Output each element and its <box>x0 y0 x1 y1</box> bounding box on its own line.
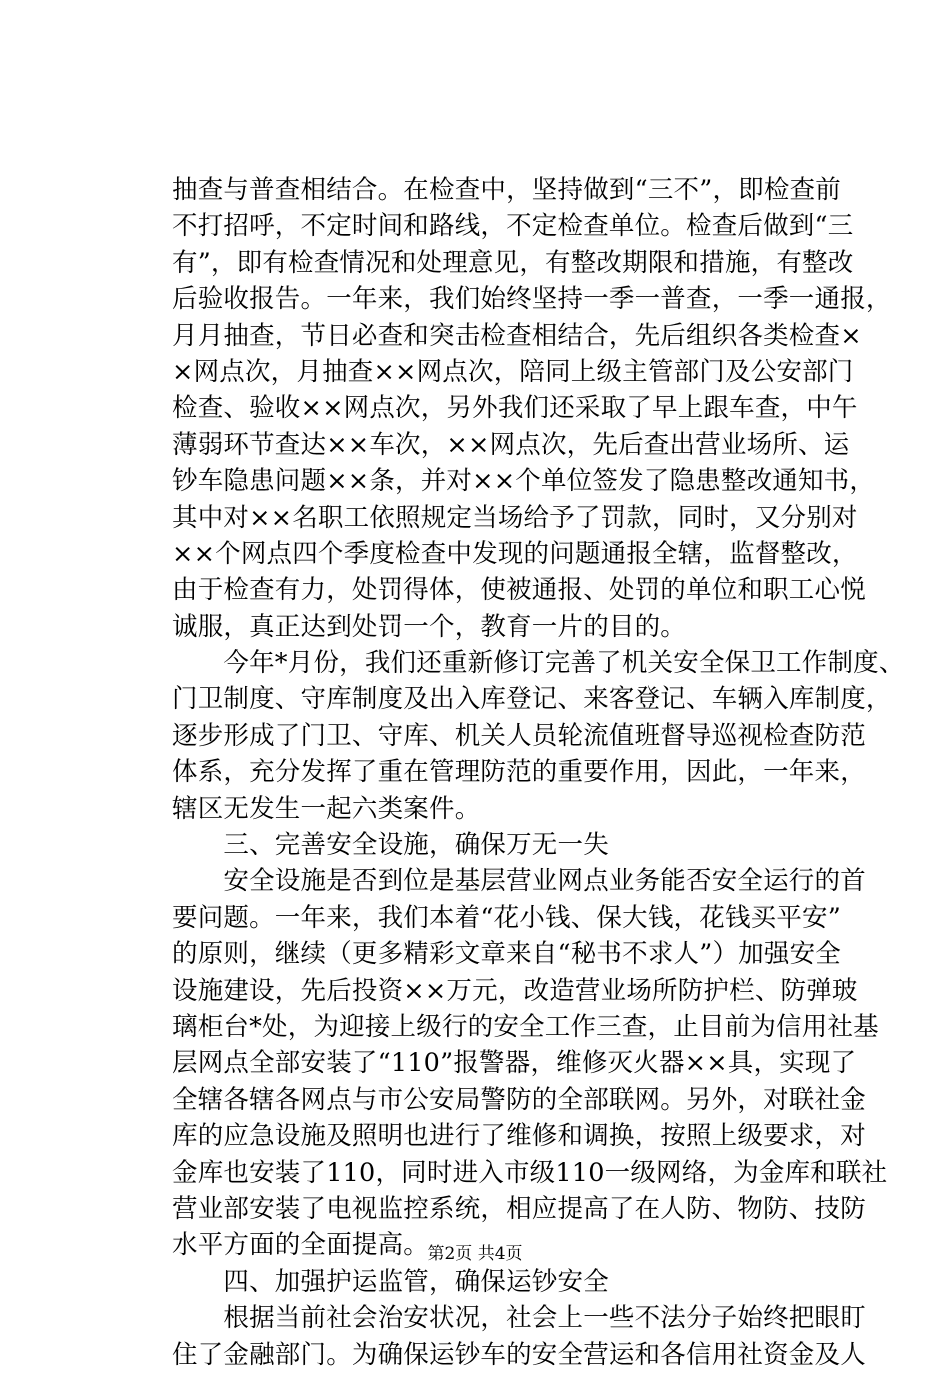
text-line: 住了金融部门。为确保运钞车的安全营运和各信用社资金及人 <box>172 1339 866 1370</box>
text-line: 抽查与普查相结合。在检查中，坚持做到“三不”，即检查前 <box>172 175 841 205</box>
page-number-indicator: 第2页 共4页 <box>427 1244 523 1264</box>
text-line: 设施建设，先后投资××万元，改造营业场所防护栏、防弹玻 <box>172 975 858 1006</box>
text-line: 根据当前社会治安状况，社会上一些不法分子始终把眼盯 <box>172 1303 866 1334</box>
text-line: 不打招呼，不定时间和路线，不定检查单位。检查后做到“三 <box>172 211 854 242</box>
text-line: 逐步形成了门卫、守库、机关人员轮流值班督导巡视检查防范 <box>172 720 866 751</box>
text-line: 层网点全部安装了“110”报警器，维修灭火器××具，实现了 <box>172 1048 857 1079</box>
text-line: 的原则，继续（更多精彩文章来自“秘书不求人”）加强安全 <box>172 939 841 970</box>
text-line: ××个网点四个季度检查中发现的问题通报全辖，监督整改， <box>172 538 858 569</box>
section-heading-3: 三、完善安全设施，确保万无一失 <box>172 830 609 861</box>
text-line: 安全设施是否到位是基层营业网点业务能否安全运行的首 <box>172 866 866 897</box>
text-line: 检查、验收××网点次，另外我们还采取了早上跟车查，中午 <box>172 393 858 424</box>
document-body <box>172 172 905 1373</box>
text-line: 月月抽查，节日必查和突击检查相结合，先后组织各类检查× <box>172 320 862 351</box>
text-line: 辖区无发生一起六类案件。 <box>172 793 481 824</box>
text-line: 璃柜台*处，为迎接上级行的安全工作三查，止目前为信用社基 <box>172 1011 879 1042</box>
text-line: 金库也安装了110，同时进入市级110一级网络，为金库和联社 <box>172 1157 888 1188</box>
text-line: 由于检查有力，处罚得体，使被通报、处罚的单位和职工心悦 <box>172 575 866 606</box>
text-line: 水平方面的全面提高。 <box>172 1230 430 1261</box>
text-line: 今年*月份，我们还重新修订完善了机关安全保卫工作制度、 <box>172 648 905 679</box>
text-line: 薄弱环节查达××车次，××网点次，先后查出营业场所、运 <box>172 429 850 460</box>
text-line: 门卫制度、守库制度及出入库登记、来客登记、车辆入库制度， <box>172 684 892 715</box>
text-line: 钞车隐患问题××条，并对××个单位签发了隐患整改通知书， <box>172 466 876 497</box>
text-line: ×网点次，月抽查××网点次，陪同上级主管部门及公安部门 <box>172 356 854 387</box>
text-line: 体系，充分发挥了重在管理防范的重要作用，因此，一年来， <box>172 757 866 788</box>
section-heading-4: 四、加强护运监管，确保运钞安全 <box>172 1266 609 1297</box>
text-line: 诚服，真正达到处罚一个，教育一片的目的。 <box>172 611 687 642</box>
text-line: 其中对××名职工依照规定当场给予了罚款，同时，又分别对 <box>172 502 858 533</box>
page-footer <box>0 1244 950 1264</box>
text-line: 有”，即有检查情况和处理意见，有整改期限和措施，有整改 <box>172 247 854 278</box>
text-line: 营业部安装了电视监控系统，相应提高了在人防、物防、技防 <box>172 1193 866 1224</box>
text-line: 库的应急设施及照明也进行了维修和调换，按照上级要求，对 <box>172 1121 866 1152</box>
text-line: 全辖各辖各网点与市公安局警防的全部联网。另外，对联社金 <box>172 1084 866 1115</box>
text-line: 后验收报告。一年来，我们始终坚持一季一普查，一季一通报， <box>172 284 892 315</box>
text-line: 要问题。一年来，我们本着“花小钱、保大钱，花钱买平安” <box>172 902 841 933</box>
